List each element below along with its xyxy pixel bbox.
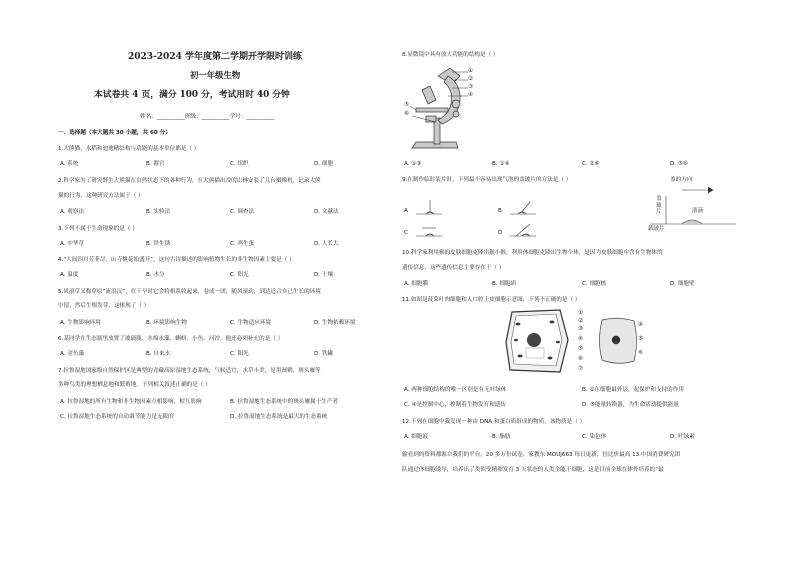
- question-4-option-c[interactable]: C. 阳光: [230, 272, 249, 278]
- option-d-figure-label[interactable]: D: [498, 230, 503, 236]
- question-7-option-a[interactable]: A. 拉鲁湿地的所有生物和非生物因素互相影响，相互影响: [60, 399, 202, 405]
- question-10-option-d[interactable]: D. 细胞壁: [670, 281, 695, 287]
- question-8-option-d[interactable]: D. ⑤⑥: [670, 161, 688, 167]
- question-4-stem: 4.“人间四月芳菲尽，山寺桃花始盛开”，这句古诗描述的影响植物生长的非生物因素主要是（ ）: [58, 257, 295, 263]
- question-10-option-c[interactable]: C. 细胞核: [582, 281, 607, 287]
- question-8-stem: 8.显微镜中具有放大功能的结构是（ ）: [402, 52, 499, 58]
- question-3-option-a[interactable]: A. 中华草: [60, 241, 85, 247]
- question-6-option-a[interactable]: A. 金鱼藻: [60, 351, 85, 357]
- coverslip-figures: [402, 190, 552, 242]
- question-10-option-b[interactable]: B. 细胞质: [492, 281, 517, 287]
- question-3-stem: 3.下列不属于生命现象的是（ ）: [58, 226, 138, 232]
- question-1-option-b[interactable]: B. 器官: [146, 161, 165, 167]
- question-3-option-d[interactable]: D. 人长大: [314, 241, 339, 247]
- question-3-option-b[interactable]: B. 铁生锈: [146, 241, 171, 247]
- plant-cell-figure: [502, 306, 574, 376]
- cover-direction-label: 盖的方向: [670, 177, 693, 183]
- liquid-drop-label: 液滴: [692, 208, 704, 214]
- plant-cell-label-4: ④: [578, 336, 584, 342]
- option-c-figure-label[interactable]: C: [404, 230, 408, 236]
- passage-line-2: 队通过体细胞诱导，培养出了类似受精卵发育 3 天状态的人类全能干细胞，这是目前全球在体外培养的“最: [402, 467, 664, 473]
- exam-subject: 初一年级生物: [190, 70, 241, 80]
- microscope-label-1: ①: [468, 68, 474, 74]
- plant-cell-label-2: ②: [578, 318, 584, 324]
- microscope-label-6: ⑥: [404, 111, 410, 117]
- question-5-stem: 5.风滚草又称草原“流浪汉”，在干旱时它会将根系收起来，卷成一团，随风滚动，到达适合自己生长的环境: [58, 289, 321, 295]
- option-a-figure-label[interactable]: A: [404, 208, 408, 214]
- question-12-option-c[interactable]: C. 染色体: [582, 434, 607, 440]
- question-6-stem: 6.某同学在生态瓶里放置了玻璃瓶、水绵水藻、蝌蚪、小鱼、河沙，他还必须补充的是（ ）: [58, 336, 284, 342]
- microscope-label-2: ②: [468, 76, 474, 82]
- animal-cell-label-6: ⑥: [638, 350, 644, 356]
- question-12-stem: 12.下列在细胞中我发现一种由 DNA 和蛋白质组成的物质，该物质是（ ）: [402, 419, 586, 425]
- question-2-option-d[interactable]: D. 文献法: [314, 209, 339, 215]
- plant-cell-label-6: ⑥: [578, 356, 584, 362]
- question-7-option-c[interactable]: C. 拉鲁湿地生态系统的自动调节能力是无限的: [60, 414, 174, 420]
- question-6-option-c[interactable]: C. 阳光: [230, 351, 249, 357]
- option-b-figure-label[interactable]: B: [498, 208, 502, 214]
- question-7-stem-cont: 多种鸟类的理想栖息地和繁殖地。下列相关叙述正确的是（ ）: [58, 382, 211, 388]
- question-9-stem: 9.在制作临时装片时，下列最不容易出现气泡的盖玻片的方法是（ ）: [402, 177, 572, 183]
- question-10-stem-cont: 遗传信息，这些遗传信息主要存在于（ ）: [402, 265, 505, 271]
- question-4-option-d[interactable]: D. 土壤: [314, 272, 334, 278]
- animal-cell-label-5: ⑤: [638, 336, 644, 342]
- question-2-option-c[interactable]: C. 调查法: [230, 209, 255, 215]
- question-2-option-a[interactable]: A. 观察法: [60, 209, 85, 215]
- question-8-option-b[interactable]: B. ①④: [492, 161, 510, 167]
- slide-label: 载玻片: [648, 226, 665, 232]
- question-12-option-b[interactable]: B. 脂肪: [492, 434, 511, 440]
- question-11-option-b[interactable]: B. ①在细胞最外层，起保护和支持的作用: [582, 387, 684, 393]
- question-8-option-c[interactable]: C. ②⑥: [582, 161, 600, 167]
- question-1-stem: 1.大熊猫、水稻和迪迪精结构与功能的基本单位都是（ ）: [58, 146, 200, 152]
- question-10-stem: 10.科学家利用猴的皮肤细胞克隆出猴小猴，利用体细胞克隆出生物个体，是因为皮肤细胞中含有生物体的: [402, 250, 663, 256]
- question-5-option-b[interactable]: B. 环境影响生物: [146, 320, 187, 326]
- question-10-option-a[interactable]: A. 细胞膜: [404, 281, 429, 287]
- exam-info: 本试卷共 4 页，满分 100 分，考试用时 40 分钟: [94, 90, 290, 100]
- question-1-option-d[interactable]: D. 细胞: [314, 161, 334, 167]
- plant-cell-label-3: ③: [578, 326, 584, 332]
- microscope-label-4: ④: [468, 92, 474, 98]
- question-8-option-a[interactable]: A. ①③: [404, 161, 422, 167]
- question-11-option-c[interactable]: C. ④是控制中心，控制着生物发育和遗传: [404, 402, 506, 408]
- student-info-fields[interactable]: 姓名：__________班级：__________学号：__________: [140, 114, 275, 120]
- question-5-option-a[interactable]: A. 生物影响环境: [60, 320, 101, 326]
- question-4-option-a[interactable]: A. 温度: [60, 272, 79, 278]
- question-1-option-c[interactable]: C. 组织: [230, 161, 249, 167]
- question-11-option-d[interactable]: D. ⑤能量转换器，为生命活动提供能量: [582, 402, 679, 408]
- question-2-stem-cont: 猫的行为，这种研究方法属于（ ）: [58, 193, 144, 199]
- section-heading: 一、选择题（本大题共 30 小题，共 60 分）: [58, 130, 171, 136]
- microscope-label-3: ③: [468, 84, 474, 90]
- question-6-option-b[interactable]: B. 自来水: [146, 351, 171, 357]
- question-11-stem: 11.如图是菠菜叶肉细胞和人口腔上皮细胞示意图，下列不正确的是（ ）: [402, 297, 581, 303]
- question-2-option-b[interactable]: B. 实验法: [146, 209, 171, 215]
- question-1-option-a[interactable]: A. 系统: [60, 161, 79, 167]
- exam-title: 2023-2024 学年度第二学期开学限时训练: [128, 52, 302, 62]
- question-11-option-a[interactable]: A. 两种细胞结构的唯一区别是有无叶绿体: [404, 387, 507, 393]
- question-7-stem: 7.拉鲁湿地国家级自然保护区是典型的青藏高原湿地生态系统，气候适宜，水草丰美，是黑颈鹤、斑头雁等: [58, 368, 321, 374]
- plant-cell-label-5: ⑤: [578, 346, 584, 352]
- question-12-option-a[interactable]: A. 细胞液: [404, 434, 429, 440]
- plant-cell-label-1: ①: [578, 310, 584, 316]
- question-4-option-b[interactable]: B. 水分: [146, 272, 165, 278]
- question-3-option-c[interactable]: C. 鸡生蛋: [230, 241, 255, 247]
- question-2-stem: 2.科学家为了研究野生大熊猫在自然状态下的各种行为，在大熊猫出没的山林安装了几台摄像机，记录大熊: [58, 178, 321, 184]
- question-12-option-d[interactable]: D. 叶绿素: [670, 434, 695, 440]
- plant-cell-label-7: ⑦: [578, 366, 584, 372]
- animal-cell-figure: [596, 316, 640, 366]
- question-5-option-d[interactable]: D. 生物依赖环境: [314, 320, 356, 326]
- question-5-stem-cont: 中留，然后生根发芽，这体现了（ ）: [58, 303, 150, 309]
- question-6-option-d[interactable]: D. 铁罐: [314, 351, 334, 357]
- coverslip-label: 盖玻片: [656, 196, 662, 215]
- question-7-option-b[interactable]: B. 拉鲁湿地生态系统中的斑头雁属于生产者: [230, 399, 339, 405]
- question-7-option-d[interactable]: D. 拉鲁湿地生态系统是最大的生态系统: [230, 414, 328, 420]
- animal-cell-label-4: ④: [638, 322, 644, 328]
- question-5-option-c[interactable]: C. 生物适应环境: [230, 320, 272, 326]
- microscope-label-5: ⑤: [404, 102, 410, 108]
- passage-line-1: 偷看到的资料都源自我们的平台，20 多万份试卷，家教东 MOUJ663 每日更新，挂比价最高 13.中国消费研究团: [402, 452, 681, 458]
